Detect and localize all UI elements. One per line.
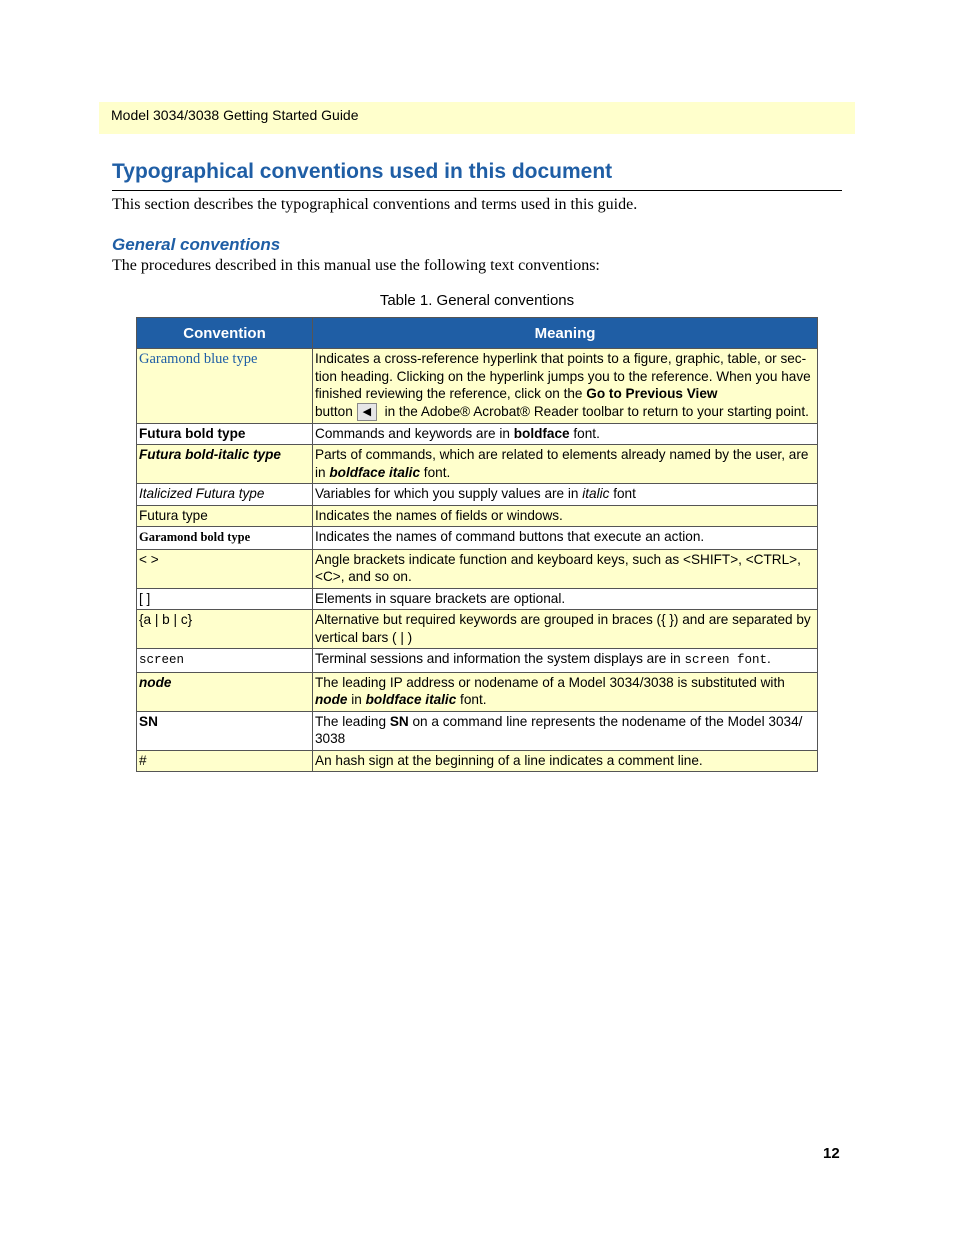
convention-cell — [137, 505, 313, 527]
section-title: Typographical conventions used in this document — [112, 160, 613, 183]
convention-cell — [137, 672, 313, 711]
column-header-convention: Convention — [137, 318, 313, 349]
table-row — [137, 349, 818, 424]
meaning-cell — [313, 750, 818, 772]
table-row — [137, 549, 818, 588]
convention-text: Italicized Futura type — [139, 486, 265, 502]
meaning-emphasis: italic — [582, 486, 610, 502]
meaning-cell — [313, 649, 818, 673]
convention-cell — [137, 423, 313, 445]
meaning-text: An hash sign at the beginning of a line indicates a comment line. — [315, 752, 703, 768]
running-header-title: Model 3034/3038 Getting Started Guide — [111, 107, 359, 123]
convention-text: Garamond bold type — [139, 530, 251, 545]
meaning-text: Parts of commands, which are related to elements already named by the user, are in — [315, 447, 809, 480]
meaning-text: Commands and keywords are in — [315, 425, 514, 441]
subsection-title: General conventions — [112, 235, 281, 254]
section-intro: This section describes the typographical conventions and terms used in this guide. — [112, 196, 638, 213]
column-header-meaning: Meaning — [313, 318, 818, 349]
convention-text: {a | b | c} — [139, 612, 193, 628]
section-title-rule — [112, 190, 842, 191]
meaning-text: The leading — [315, 713, 390, 729]
convention-text: Garamond blue type — [139, 351, 258, 367]
table-row — [137, 423, 818, 445]
meaning-cell — [313, 549, 818, 588]
convention-cell — [137, 649, 313, 673]
meaning-text: Alternative but required keywords are grouped in braces ({ }) and are separated by vertical bars ( | ) — [315, 612, 811, 645]
meaning-text: The leading IP address or nodename of a Model 3034/3038 is substituted with — [315, 674, 785, 690]
convention-text: # — [139, 752, 147, 768]
table-header-row — [137, 318, 818, 349]
convention-cell — [137, 445, 313, 484]
meaning-cell — [313, 672, 818, 711]
convention-text: SN — [139, 713, 158, 729]
meaning-cell — [313, 445, 818, 484]
meaning-emphasis: Go to Previous View — [586, 386, 718, 401]
meaning-text: Indicates a cross-reference hyperlink that points to a figure, graphic, table, or sec-tion heading. Clicking on the hyperlink jumps you to the reference. When you have finished reviewing the reference, click on the — [315, 351, 811, 401]
table-row — [137, 750, 818, 772]
table-row — [137, 672, 818, 711]
convention-cell — [137, 610, 313, 649]
page-number: 12 — [823, 1145, 840, 1162]
meaning-text: button — [315, 403, 353, 419]
meaning-text: font. — [456, 692, 487, 708]
meaning-text: font — [609, 486, 636, 502]
convention-cell — [137, 588, 313, 610]
meaning-cell — [313, 349, 818, 424]
convention-text: node — [139, 674, 172, 690]
meaning-text: in the Adobe® Acrobat® Reader toolbar to return to your starting point. — [380, 403, 809, 419]
meaning-emphasis: screen font — [684, 653, 767, 668]
meaning-text: font. — [569, 425, 600, 441]
table-row — [137, 711, 818, 750]
meaning-emphasis: boldface — [513, 425, 570, 441]
table-row — [137, 445, 818, 484]
table-row — [137, 484, 818, 506]
table-row — [137, 527, 818, 550]
meaning-emphasis: SN — [389, 713, 409, 729]
meaning-text: . — [766, 651, 771, 667]
meaning-emphasis: boldface italic — [365, 692, 457, 708]
convention-text: < > — [139, 551, 159, 567]
running-header — [99, 102, 855, 134]
convention-text: [ ] — [139, 590, 151, 606]
meaning-text: Indicates the names of fields or windows. — [315, 507, 563, 523]
conventions-table — [136, 317, 818, 772]
table-row — [137, 610, 818, 649]
meaning-text: font. — [420, 464, 451, 480]
convention-cell — [137, 484, 313, 506]
table-row — [137, 588, 818, 610]
meaning-cell — [313, 423, 818, 445]
table-caption: Table 1. General conventions — [379, 292, 575, 309]
meaning-text: Indicates the names of command buttons that execute an action. — [315, 529, 705, 545]
meaning-text: Variables for which you supply values are in — [315, 486, 583, 502]
meaning-text: Angle brackets indicate function and keyboard keys, such as <SHIFT>, <CTRL>, <C>, and so on. — [315, 551, 801, 585]
meaning-emphasis: boldface italic — [329, 464, 421, 480]
convention-cell — [137, 349, 313, 424]
meaning-cell — [313, 588, 818, 610]
convention-text: Futura type — [139, 507, 208, 523]
meaning-text: on a command line represents the nodename of the Model 3034/ 3038 — [315, 713, 803, 747]
back-arrow-icon: ◀ — [357, 403, 377, 421]
table-row — [137, 505, 818, 527]
convention-text: Futura bold-italic type — [139, 447, 281, 463]
convention-cell — [137, 750, 313, 772]
meaning-text: Terminal sessions and information the system displays are in — [315, 651, 685, 667]
convention-text: Futura bold type — [139, 425, 246, 441]
meaning-cell — [313, 505, 818, 527]
meaning-cell — [313, 610, 818, 649]
meaning-cell — [313, 484, 818, 506]
meaning-text: in — [347, 692, 366, 708]
subsection-intro: The procedures described in this manual use the following text conventions: — [112, 257, 600, 274]
convention-text: screen — [139, 653, 185, 668]
convention-cell — [137, 711, 313, 750]
table-row — [137, 649, 818, 673]
meaning-cell — [313, 711, 818, 750]
meaning-text: Elements in square brackets are optional. — [315, 590, 566, 606]
meaning-cell — [313, 527, 818, 550]
meaning-emphasis: node — [315, 692, 348, 708]
convention-cell — [137, 549, 313, 588]
convention-cell — [137, 527, 313, 550]
